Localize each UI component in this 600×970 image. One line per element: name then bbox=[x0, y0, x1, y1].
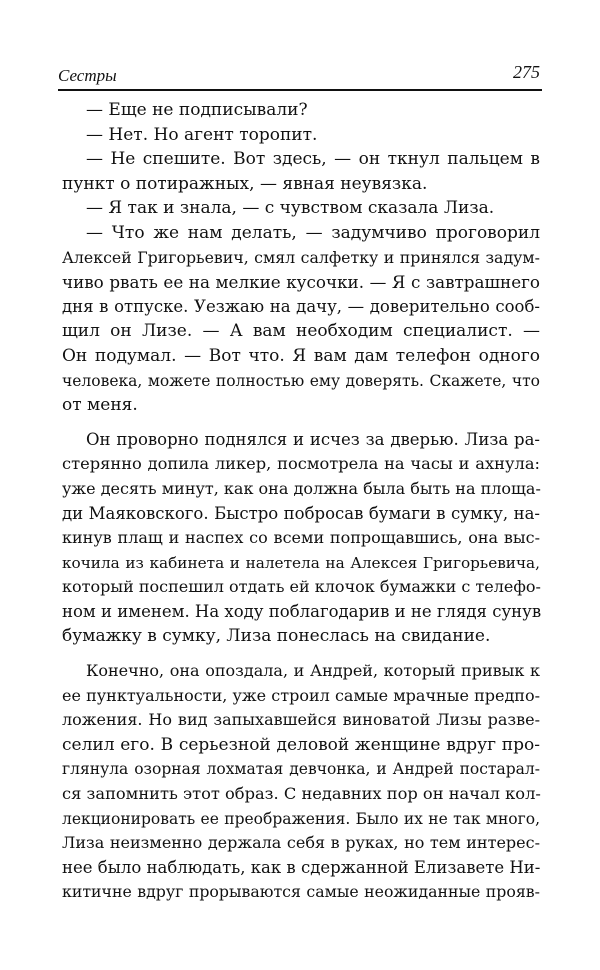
text-line: — Нет. Но агент торопит. bbox=[86, 124, 318, 145]
header-rule bbox=[58, 89, 542, 91]
text-line: человека, можете полностью ему доверять. Скажете, что bbox=[62, 371, 540, 390]
text-line: Конечно, она опоздала, и Андрей, который привык к bbox=[86, 661, 540, 681]
text-line: кочила из кабинета и налетела на Алексея Григорьевича, bbox=[62, 553, 540, 572]
text-line: ном и именем. На ходу поблагодарив и не глядя сунув bbox=[62, 601, 542, 621]
text-line: — Что же нам делать, — задумчиво проговорил bbox=[86, 222, 540, 243]
paragraph bbox=[62, 147, 540, 196]
text-line: пункт о потиражных, — явная неувязка. bbox=[62, 173, 428, 194]
running-header bbox=[58, 62, 540, 88]
paragraph bbox=[62, 659, 540, 905]
text-line: Алексей Григорьевич, смял салфетку и принялся задум- bbox=[62, 247, 540, 267]
text-line: щил он Лизе. — А вам необходим специалист. — bbox=[62, 321, 540, 342]
text-line: чиво рвать ее на мелкие кусочки. — Я с завтрашнего bbox=[62, 272, 540, 293]
text-line: Он проворно поднялся и исчез за дверью. Лиза ра- bbox=[86, 429, 540, 449]
text-line: ди Маяковского. Быстро побросав бумаги в сумку, на- bbox=[62, 503, 540, 523]
text-line: глянула озорная лохматая девчонка, и Андрей постарал- bbox=[62, 760, 540, 779]
text-line: бумажку в сумку, Лиза понеслась на свидание. bbox=[62, 626, 491, 647]
paragraph bbox=[62, 98, 540, 123]
text-line: который поспешил отдать ей клочок бумажки с телефо- bbox=[62, 577, 541, 597]
text-line: кинув плащ и наспех со всеми попрощавшись, она выс- bbox=[62, 528, 540, 548]
paragraph bbox=[62, 196, 540, 221]
text-line: нее было наблюдать, как в сдержанной Елизавете Ни- bbox=[62, 857, 541, 877]
text-line: Лиза неизменно держала себя в руках, но тем интерес- bbox=[62, 833, 540, 853]
text-line: Он подумал. — Вот что. Я вам дам телефон одного bbox=[62, 345, 540, 366]
text-line: — Еще не подписывали? bbox=[86, 100, 308, 120]
text-line: ложения. Но вид запыхавшейся виноватой Лизы разве- bbox=[62, 710, 540, 730]
body-text bbox=[62, 98, 540, 905]
paragraph bbox=[62, 428, 540, 649]
text-line: ся запомнить этот образ. С недавних пор он начал кол- bbox=[62, 784, 541, 804]
paragraph bbox=[62, 221, 540, 418]
text-line: дня в отпуске. Уезжаю на дачу, — доверительно сооб- bbox=[62, 296, 540, 316]
running-title: Сестры bbox=[58, 66, 117, 85]
text-line: — Я так и знала, — с чувством сказала Лиза. bbox=[86, 198, 495, 219]
paragraph bbox=[62, 123, 540, 148]
text-line: селил его. В серьезной деловой женщине вдруг про- bbox=[62, 734, 540, 755]
paragraph-gap bbox=[62, 649, 540, 659]
paragraph-gap bbox=[62, 418, 540, 428]
text-line: ее пунктуальности, уже строил самые мрачные предпо- bbox=[62, 685, 540, 705]
text-line: — Не спешите. Вот здесь, — он ткнул пальцем в bbox=[86, 149, 540, 170]
text-line: китичне вдруг прорываются самые неожиданные прояв- bbox=[62, 882, 540, 902]
text-line: от меня. bbox=[62, 395, 138, 416]
text-line: лекционировать ее преображения. Было их не так много, bbox=[62, 809, 540, 828]
page-number: 275 bbox=[513, 62, 540, 82]
text-line: стерянно допила ликер, посмотрела на часы и ахнула: bbox=[62, 454, 540, 474]
text-line: уже десять минут, как она должна была быть на площа- bbox=[62, 478, 541, 498]
